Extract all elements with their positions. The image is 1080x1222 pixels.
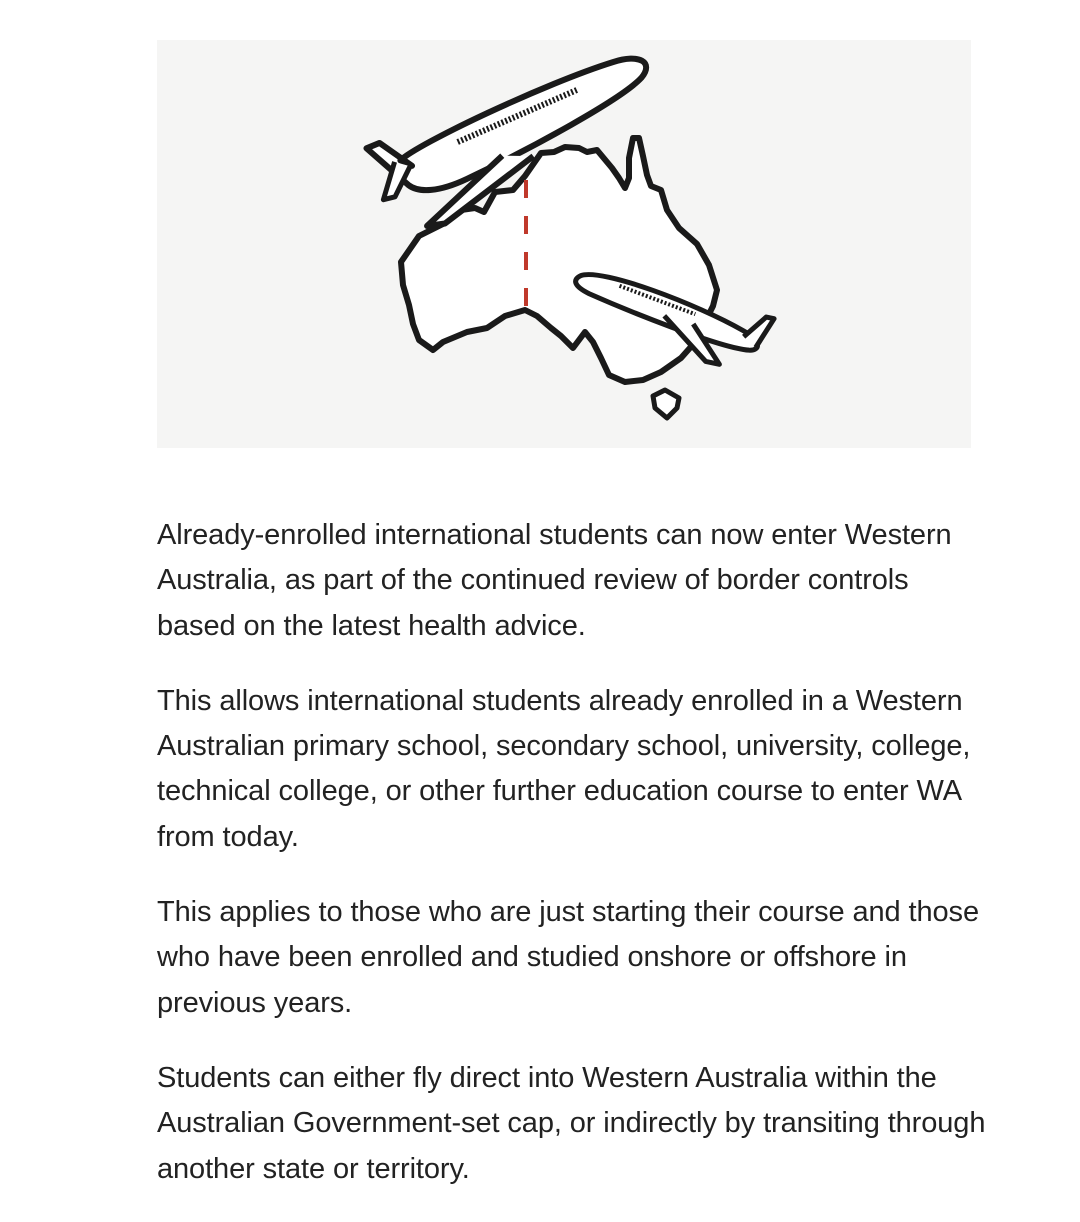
australia-flights-illustration	[157, 40, 971, 448]
tasmania-icon	[653, 390, 679, 418]
article-paragraph: Students can either fly direct into Western Australia within the Australian Government-set cap, or indirectly by transiting through another state or territory.	[157, 1061, 986, 1185]
article-body	[157, 513, 987, 1222]
article-paragraph: This allows international students already enrolled in a Western Australian primary school, secondary school, university, college, technical college, or other further education course to enter WA from today.	[157, 684, 971, 853]
hero-image	[157, 40, 971, 448]
article-paragraph: Already-enrolled international students can now enter Western Australia, as part of the continued review of border controls based on the latest health advice.	[157, 519, 952, 642]
article-paragraph: This applies to those who are just starting their course and those who have been enrolled and studied onshore or offshore in previous years.	[157, 896, 979, 1019]
